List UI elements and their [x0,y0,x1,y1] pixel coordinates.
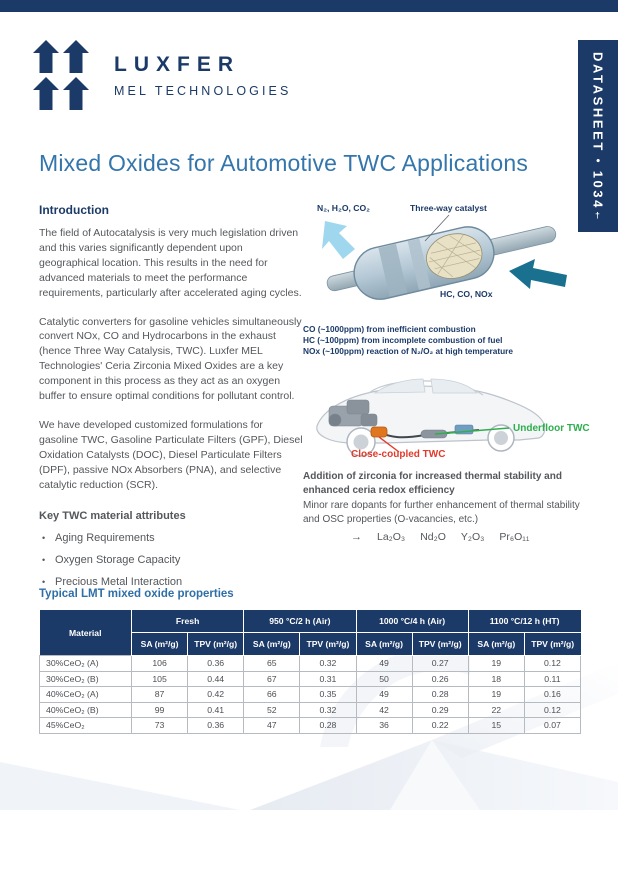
group-header: 950 °C/2 h (Air) [244,610,356,633]
intro-paragraph: The field of Autocatalysis is very much legislation driven and this varies significantly dependent upon geographical location. This results in the need for advanced materials to meet the performance requirements, particularly after accelerated aging cycles. [39,227,302,299]
material-cell: 30%CeO₂ (B) [40,671,132,687]
tab-dagger: † [592,210,603,220]
sub-header: SA (m²/g) [356,633,412,656]
group-header: 1000 °C/4 h (Air) [356,610,468,633]
value-cell: 0.32 [300,702,356,718]
value-cell: 0.26 [412,671,468,687]
value-cell: 0.12 [524,656,580,672]
value-cell: 19 [468,656,524,672]
value-cell: 106 [132,656,188,672]
table-row [40,687,581,703]
value-cell: 22 [468,702,524,718]
tab-number: 1034 [590,170,606,210]
value-cell: 50 [356,671,412,687]
logo-text [114,40,291,110]
vehicle-twc-diagram [303,364,590,464]
value-cell: 0.35 [300,687,356,703]
diagram-column [303,197,590,543]
zirconia-body: Minor rare dopants for further enhancement of thermal stability and OSC properties (O-vacancies, etc.) [303,500,580,525]
value-cell: 0.32 [300,656,356,672]
intro-paragraph: We have developed customized formulations for gasoline TWC, Gasoline Particulate Filters (GPF), Diesel Oxidation Catalysts (DOC), Diesel Particulate Filters (DPF), passive NOx Absorbers (PNA), and selective catalytic reduction (SCR). [39,418,303,491]
catalyst-label: Three-way catalyst [410,203,487,213]
value-cell: 0.27 [412,656,468,672]
formula: Pr₆O₁₁ [499,531,530,543]
zirconia-heading: Addition of zirconia for increased thermal stability and enhanced ceria redox efficiency [303,471,562,496]
material-cell: 40%CeO₂ (B) [40,702,132,718]
value-cell: 0.31 [300,671,356,687]
table-heading: Typical LMT mixed oxide properties [39,588,234,600]
close-coupled-twc-marker [371,427,387,437]
page-title: Mixed Oxides for Automotive TWC Applications [39,150,529,176]
formula: Nd₂O [420,531,446,543]
material-cell: 40%CeO₂ (A) [40,687,132,703]
value-cell: 0.28 [300,718,356,734]
value-cell: 0.07 [524,718,580,734]
value-cell: 42 [356,702,412,718]
sub-header: SA (m²/g) [132,633,188,656]
outflow-label: N₂, H₂O, CO₂ [317,203,370,213]
value-cell: 0.41 [188,702,244,718]
tab-label: DATASHEET [590,51,606,153]
value-cell: 0.29 [412,702,468,718]
sub-header: TPV (m²/g) [524,633,580,656]
formula: Y₂O₃ [460,531,485,543]
list-item: • Oxygen Storage Capacity [42,554,303,566]
three-way-catalyst-diagram [303,197,581,323]
outflow-arrow [322,221,355,259]
intro-heading: Introduction [39,203,109,217]
list-item: • Precious Metal Interaction [42,576,303,588]
dopant-formulas [303,531,581,543]
brand-name: LUXFER [114,53,240,76]
value-cell: 49 [356,656,412,672]
group-header: Fresh [132,610,244,633]
value-cell: 36 [356,718,412,734]
inflow-arrow [509,259,567,289]
table-row [40,702,581,718]
note-line: CO (~1000ppm) from inefficient combustion [303,324,476,334]
inflow-label: HC, CO, NOx [440,289,493,299]
properties-section [39,588,581,734]
value-cell: 0.12 [524,702,580,718]
note-line: HC (~100ppm) from incomplete combustion of fuel [303,335,503,345]
value-cell: 66 [244,687,300,703]
material-cell: 45%CeO₂ [40,718,132,734]
catalytic-converter-illustration [303,207,581,317]
value-cell: 0.36 [188,656,244,672]
value-cell: 0.42 [188,687,244,703]
value-cell: 0.44 [188,671,244,687]
datasheet-tab [578,40,618,232]
value-cell: 49 [356,687,412,703]
sub-header: TPV (m²/g) [412,633,468,656]
sub-header: SA (m²/g) [244,633,300,656]
table-row [40,718,581,734]
value-cell: 19 [468,687,524,703]
value-cell: 0.11 [524,671,580,687]
close-coupled-twc-label: Close-coupled TWC [351,449,446,460]
attributes-heading: Key TWC material attributes [39,509,186,522]
properties-table [39,610,581,734]
top-accent-bar [0,0,618,12]
zirconia-note [303,470,581,543]
value-cell: 15 [468,718,524,734]
value-cell: 52 [244,702,300,718]
value-cell: 18 [468,671,524,687]
luxfer-logo [33,40,291,110]
value-cell: 0.22 [412,718,468,734]
datasheet-tab-text [591,52,606,220]
sub-header: TPV (m²/g) [188,633,244,656]
value-cell: 99 [132,702,188,718]
underfloor-twc-label: Underfloor TWC [513,423,590,434]
table-row [40,656,581,672]
intro-paragraph: Catalytic converters for gasoline vehicles simultaneously convert NOx, CO and Hydrocarbons in the exhaust (hence Three Way Catalysis, TWC). Luxfer MEL Technologies' Ceria Zirconia Mixed Oxides are a key component in this process as they act as an oxygen buffer to ensure optimal conditions for pollutant control. [39,315,302,403]
value-cell: 67 [244,671,300,687]
attributes-list [39,532,303,588]
value-cell: 0.28 [412,687,468,703]
material-cell: 30%CeO₂ (A) [40,656,132,672]
table-row [40,671,581,687]
sub-header: SA (m²/g) [468,633,524,656]
brand-subtitle: MEL TECHNOLOGIES [114,84,292,98]
value-cell: 73 [132,718,188,734]
emission-notes [303,324,581,357]
list-item: • Aging Requirements [42,532,303,544]
value-cell: 65 [244,656,300,672]
sub-header: TPV (m²/g) [300,633,356,656]
group-header: 1100 °C/12 h (HT) [468,610,580,633]
value-cell: 0.36 [188,718,244,734]
formula: La₂O₃ [377,531,406,543]
material-header: Material [40,610,132,656]
table-body [40,656,581,734]
value-cell: 87 [132,687,188,703]
luxfer-arrows-icon [33,40,89,110]
table-header [40,610,581,656]
value-cell: 105 [132,671,188,687]
value-cell: 0.16 [524,687,580,703]
value-cell: 47 [244,718,300,734]
intro-column [39,197,303,588]
note-line: NOx (~100ppm) reaction of N₂/O₂ at high temperature [303,346,513,356]
arrow-icon: → [351,531,362,543]
tab-bullet: • [591,152,604,171]
